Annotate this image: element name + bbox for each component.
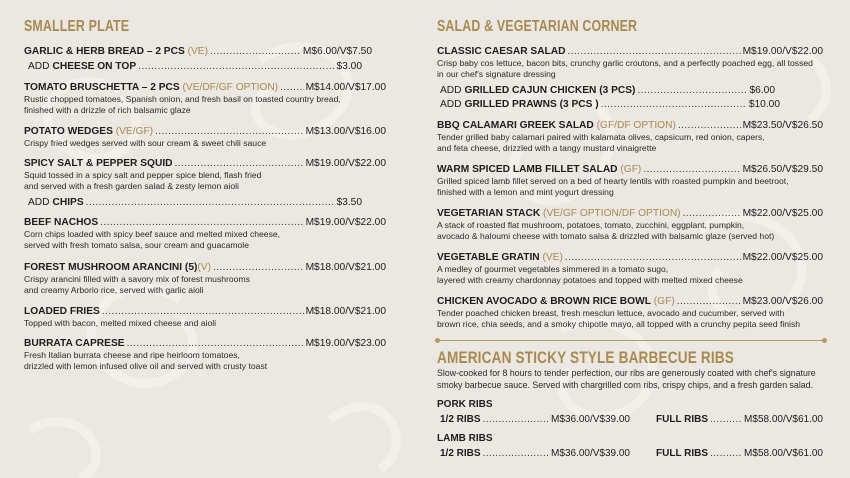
addon-price: $3.50 [336,197,362,208]
menu-item-caesar-salad [437,46,823,80]
ribs-description-line: Slow-cooked for 8 hours to tender perfection, our ribs are generously coated with chef's signature [437,368,816,378]
item-name: VEGETARIAN STACK [437,208,541,219]
addon-price: $10.00 [748,99,780,110]
item-description: Crispy fried wedges served with sour cream & sweet chili sauce [24,138,267,148]
menu-item-loaded-fries [24,306,386,329]
item-description: Fresh Italian burrata cheese and ripe heirloom tomatoes, [24,350,240,360]
menu-item-vegetable-gratin [437,252,823,286]
item-description: and feta cheese, drizzled with a tangy mustard vinaigrette [437,143,657,153]
item-tag: (GF/DF OPTION) [596,120,676,131]
item-price: M$19.00/V$23.00 [305,338,386,349]
menu-item-squid [24,158,386,192]
menu-item-vegetarian-stack [437,208,823,242]
item-description: finished with a lemon and mint yogurt dressing [437,187,614,197]
rib-size: 1/2 RIBS [440,414,481,425]
rib-size: FULL RIBS [656,414,709,425]
menu-item-lamb-salad [437,164,823,198]
menu-item-calamari-salad [437,120,823,154]
item-price: M$23.50/V$26.50 [742,120,823,131]
item-price: M$14.00/V$17.00 [305,82,386,93]
rib-price: M$36.00/V$39.00 [551,448,630,459]
addon-prefix: ADD [28,197,50,208]
rib-price: M$58.00/V$61.00 [744,448,823,459]
addon-price: $3.00 [336,61,362,72]
menu-item-arancini [24,262,386,296]
item-description: served with fresh tomato salsa, sour cream and guacamole [24,240,249,250]
item-tag: (VE) [542,252,563,263]
item-price: M$18.00/V$21.00 [305,262,386,273]
item-tag: (GF) [653,296,675,307]
item-description: A medley of gourmet vegetables simmered in a tomato sugo, [437,264,669,274]
item-description: Crispy arancini filled with a savory mix of forest mushrooms [24,274,250,284]
addon-prefix: ADD [440,85,462,96]
item-description: Corn chips loaded with spicy beef sauce and melted mixed cheese, [24,229,281,239]
menu-addon-cheese [28,61,362,73]
pork-full-ribs [656,414,823,426]
item-price: M$6.00/V$7.50 [302,46,372,57]
item-description: layered with creamy chardonnay potatoes and topped with melted mixed cheese [437,275,743,285]
lamb-half-ribs [440,448,630,460]
item-tag: (GF) [620,164,642,175]
item-price: M$19.00/V$22.00 [742,46,823,57]
item-name: BBQ CALAMARI GREEK SALAD [437,120,594,131]
rib-price: M$58.00/V$61.00 [744,414,823,425]
menu-item-potato-wedges [24,126,386,149]
addon-prefix: ADD [28,61,50,72]
item-description: Squid tossed in a spicy salt and pepper spice blend, flash fried [24,170,262,180]
addon-name: CHIPS [52,197,84,208]
smaller-plate-heading: SMALLER PLATE [24,18,130,35]
menu-item-chicken-bowl [437,296,823,330]
item-price: M$22.00/V$25.00 [742,208,823,219]
addon-name: GRILLED CAJUN CHICKEN (3 PCS) [464,85,636,96]
item-description: brown rice, chia seeds, and a smoky chipotle mayo, all topped with a crunchy pepita seed finish [437,319,801,329]
menu-item-beef-nachos [24,217,386,251]
item-tag: (VE) [187,46,208,57]
item-name: BEEF NACHOS [24,217,99,228]
pork-half-ribs [440,414,630,426]
item-description: Tender grilled baby calamari paired with kalamata olives, capsicum, red onion, capers, [437,132,765,142]
pork-ribs-label: PORK RIBS [437,399,493,410]
item-name: CLASSIC CAESAR SALAD [437,46,566,57]
item-tag: (VE/DF/GF OPTION) [182,82,279,93]
item-description: avocado & haloumi cheese with tomato salsa & drizzled with balsamic glaze (served hot) [437,231,775,241]
item-description: Grilled spiced lamb fillet served on a bed of hearty lentils with roasted pumpkin and beetroot, [437,176,789,186]
menu-addon-prawns [440,99,780,111]
item-name: POTATO WEDGES [24,126,113,137]
addon-prefix: ADD [440,99,462,110]
item-description: Rustic chopped tomatoes, Spanish onion, and fresh basil on toasted country bread, [24,94,341,104]
item-description: and creamy Arborio rice, served with garlic aioli [24,285,204,295]
item-tag: (V) [197,262,211,273]
item-price: M$22.00/V$25.00 [742,252,823,263]
salad-heading: SALAD & VEGETARIAN CORNER [437,18,638,35]
item-price: M$19.00/V$22.00 [305,158,386,169]
menu-item-garlic-bread [24,46,372,58]
item-name: CHICKEN AVOCADO & BROWN RICE BOWL [437,296,651,307]
item-price: M$23.00/V$26.00 [742,296,823,307]
item-name: LOADED FRIES [24,306,100,317]
item-description: finished with a drizzle of rich balsamic glaze [24,105,191,115]
item-description: Tender poached chicken breast, fresh mesclun lettuce, avocado and cucumber, served with [437,308,785,318]
item-description: drizzled with lemon infused olive oil and served with crusty toast [24,361,268,371]
item-price: M$19.00/V$22.00 [305,217,386,228]
item-price: M$13.00/V$16.00 [305,126,386,137]
ribs-description-line: smoky barbecue sauce. Served with chargrilled corn ribs, crispy chips, and a fresh garden salad. [437,379,814,390]
item-description: in our chef's signature dressing [437,69,556,79]
rib-price: M$36.00/V$39.00 [551,414,630,425]
ribs-heading: AMERICAN STICKY STYLE BARBECUE RIBS [437,348,735,367]
item-description: Crisp baby cos lettuce, bacon bits, crunchy garlic croutons, and a perfectly poached egg, all tossed [437,58,813,68]
addon-name: CHEESE ON TOP [52,61,137,72]
menu-addon-cajun-chicken [440,85,775,97]
item-description: Topped with bacon, melted mixed cheese and aioli [24,318,217,328]
item-name: SPICY SALT & PEPPER SQUID [24,158,173,169]
section-divider [437,340,825,342]
item-name: FOREST MUSHROOM ARANCINI (5) [24,262,198,273]
item-description: A stack of roasted flat mushroom, potatoes, tomato, zucchini, eggplant, pumpkin, [437,220,745,230]
item-name: GARLIC & HERB BREAD – 2 PCS [24,46,185,57]
lamb-full-ribs [656,448,823,460]
addon-price: $6.00 [749,85,775,96]
addon-name: GRILLED PRAWNS (3 PCS ) [464,99,599,110]
item-name: VEGETABLE GRATIN [437,252,540,263]
item-name: BURRATA CAPRESE [24,338,125,349]
rib-size: 1/2 RIBS [440,448,481,459]
item-name: WARM SPICED LAMB FILLET SALAD [437,164,618,175]
ribs-description [437,368,816,391]
menu-item-bruschetta [24,82,386,116]
lamb-ribs-label: LAMB RIBS [437,433,493,444]
item-tag: (VE/GF) [115,126,154,137]
rib-size: FULL RIBS [656,448,709,459]
menu-addon-chips [28,197,362,209]
item-name: TOMATO BRUSCHETTA – 2 PCS [24,82,180,93]
item-description: and served with a fresh garden salad & zesty lemon aioli [24,181,239,191]
item-price: M$18.00/V$21.00 [305,306,386,317]
menu-item-burrata [24,338,386,372]
item-price: M$26.50/V$29.50 [742,164,823,175]
item-tag: (VE/GF OPTION/DF OPTION) [543,208,681,219]
